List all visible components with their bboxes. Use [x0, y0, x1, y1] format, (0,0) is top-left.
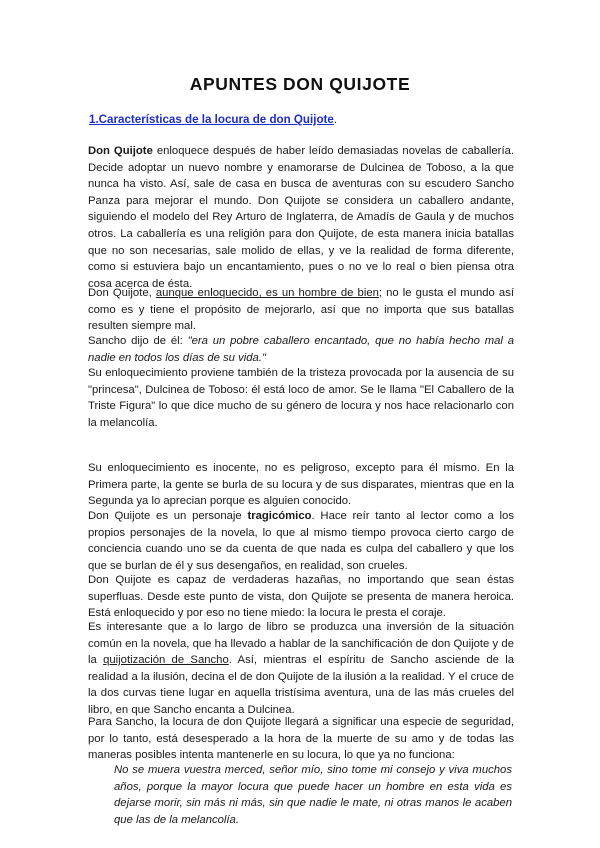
- paragraph-2: [88, 285, 514, 335]
- paragraph-8: [88, 619, 514, 719]
- paragraph-8-underlined: quijotización de Sancho: [103, 654, 229, 667]
- paragraph-6-start: Don Quijote es un personaje: [88, 510, 248, 522]
- paragraph-7: Don Quijote es capaz de verdaderas hazañas, no importando que sean éstas superfluas. Desde este punto de vista, don Quijote se presenta de manera heroica. Está enloquecido y por eso no tiene miedo: la locura le presta el coraje.: [88, 574, 514, 620]
- section-heading: [89, 113, 337, 126]
- paragraph-2-text: ; no le gusta el mundo así como es y tiene el propósito de mejorarlo, así que no importa que sus batallas resulten siempre mal.: [88, 287, 514, 333]
- paragraph-3-start: Sancho dijo de él:: [88, 335, 188, 347]
- section-heading-suffix: .: [333, 113, 338, 126]
- paragraph-3: [88, 333, 514, 366]
- document-title: APUNTES DON QUIJOTE: [189, 74, 411, 94]
- paragraph-2-underlined: aunque enloquecido, es un hombre de bien: [155, 287, 379, 299]
- paragraph-8-text: . Así, mientras el espíritu de Sancho asciende de la realidad a la ilusión, decina el de don Quijote de la ilusión a la realidad. Y el cruce de la dos curvas tiene lugar en aquella tristísima aventura, una de las más crueles del libro, en que Sancho encanta a Dulcinea.: [88, 654, 514, 716]
- block-quote: No se muera vuestra merced, señor mío, sino tome mi consejo y viva muchos años, porque la mayor locura que puede hacer un hombre en esta vida es dejarse morir, sin más ni más, sin que nadie le mate, ni otras manos le acaben que las de la melancolía.: [114, 764, 512, 826]
- paragraph-3-quote: "era un pobre caballero encantado, que no había hecho mal a nadie en todos los días de su vida.": [88, 335, 514, 364]
- paragraph-1-text: enloquece después de haber leído demasiadas novelas de caballería. Decide adoptar un nuevo nombre y enamorarse de Dulcinea de Toboso, a la que nunca ha visto. Así, sale de casa en busca de aventuras con su escudero Sancho Panza para mejorar el mundo. Don Quijote se considera un caballero andante, siguiendo el modelo del Rey Arturo de Inglaterra, de Amadís de Gaula y de muchos otros. La caballería es una religión para don Quijote, de esta manera inicia batallas que no son necesarias, sale molido de ellas, y ve la realidad de forma diferente, como si estuviera bajo un encantamiento, pues o no ve lo real o bien piensa otra cosa acerca de ésta.: [88, 145, 515, 290]
- paragraph-4: Su enloquecimiento proviene también de la tristeza provocada por la ausencia de su "princesa", Dulcinea de Toboso: él está loco de amor. Se le llama "El Caballero de la Triste Figura" lo que dice mucho de su género de locura y nos hace relacionarlo con la melancolía.: [88, 367, 514, 429]
- paragraph-5: Su enloquecimiento es inocente, no es peligroso, excepto para él mismo. En la Primera parte, la gente se burla de su locura y de sus disparates, mientras que en la Segunda ya lo aprecian porque es alguien conocido.: [88, 462, 514, 508]
- paragraph-6-text: . Hace reír tanto al lector como a los propios personajes de la novela, lo que al mismo tiempo provoca cierto cargo de conciencia cuando uno se da cuenta de que nada es culpa del caballero y que los que se burlan de él y sus desengaños, en realidad, son crueles.: [88, 510, 514, 572]
- paragraph-2-start: Don Quijote,: [88, 287, 156, 299]
- paragraph-6: [88, 508, 514, 574]
- paragraph-6-bold: tragicómico: [247, 510, 312, 522]
- section-heading-link[interactable]: 1.Características de la locura de don Quijote: [89, 113, 334, 126]
- paragraph-8-start: Es interesante que a lo largo de libro se produzca una inversión de la situación común en la novela, que ha llevado a hablar de la sanchificación de don Quijote y de la: [88, 621, 514, 667]
- paragraph-9: Para Sancho, la locura de don Quijote llegará a significar una especie de seguridad, por lo tanto, está desesperado a la hora de la muerte de su amo y de todas las maneras posibles intenta mantenerle en su locura, lo que ya no funciona:: [88, 716, 514, 762]
- paragraph-1: [88, 143, 514, 292]
- paragraph-1-bold: Don Quijote: [88, 145, 153, 157]
